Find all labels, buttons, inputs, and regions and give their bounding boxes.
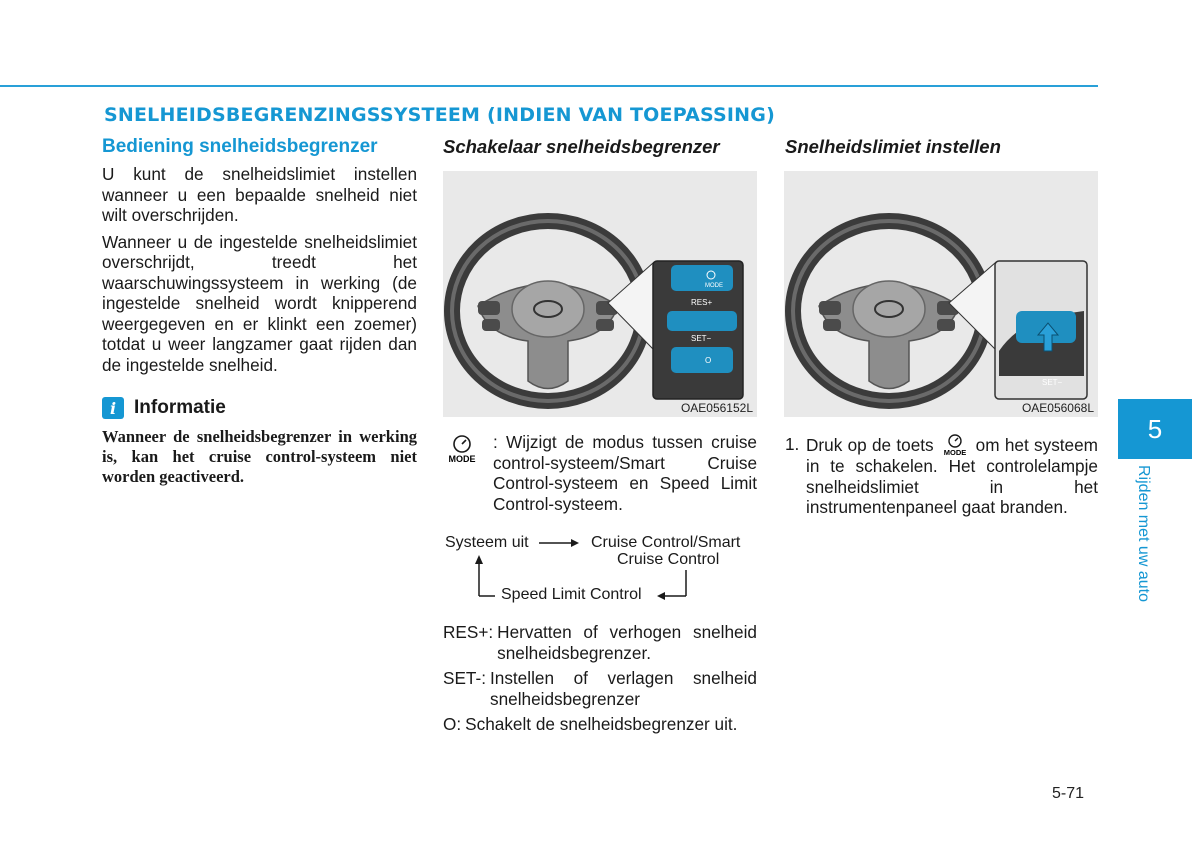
step-1 — [785, 434, 1098, 518]
mode-icon-label: MODE — [943, 448, 966, 456]
res-button-label: RES+ — [691, 298, 713, 307]
flow-arrows — [443, 530, 763, 610]
step-number: 1. — [785, 434, 800, 454]
switch-heading: Schakelaar snelheidsbegrenzer — [443, 136, 720, 157]
flow-system-off: Systeem uit — [445, 534, 529, 551]
operation-heading: Bediening snelheidsbegrenzer — [102, 136, 378, 157]
mode-description — [443, 432, 757, 514]
mode-icon — [443, 434, 481, 464]
chapter-label: Rijden met uw auto — [1135, 465, 1152, 602]
def-value: Hervatten of verhogen snelheid snelheidsbegrenzer. — [497, 622, 757, 663]
def-value: Schakelt de snelheidsbegrenzer uit. — [465, 714, 738, 734]
info-header — [102, 397, 417, 419]
def-key: RES+: — [443, 622, 494, 642]
steering-wheel-illustration — [784, 171, 1098, 417]
flow-cruise-line1: Cruise Control/Smart — [591, 534, 741, 551]
column-1 — [102, 136, 417, 487]
step-text-after: om het systeem in te schakelen. Het controlelampje snelheidslimiet in het instrumentenpaneel gaat branden. — [806, 435, 1098, 517]
mode-text: : Wijzigt de modus tussen cruise control-systeem/Smart Cruise Control-systeem en Speed Limit Control-systeem. — [493, 432, 757, 514]
definition-set — [443, 668, 757, 709]
mode-icon-label: MODE — [448, 454, 476, 464]
set-button-label: SET− — [691, 334, 712, 343]
set-limit-heading: Snelheidslimiet instellen — [785, 136, 1001, 157]
steering-wheel-figure-set — [784, 171, 1098, 417]
column-2 — [443, 136, 757, 158]
intro-paragraph: U kunt de snelheidslimiet instellen wanneer u een bepaalde snelheid niet wilt overschrijden. — [102, 164, 417, 225]
definition-o — [443, 714, 757, 735]
figure-code: OAE056068L — [1021, 401, 1094, 415]
flow-cruise-line2: Cruise Control — [617, 551, 720, 568]
definition-res — [443, 622, 757, 663]
warning-paragraph: Wanneer u de ingestelde snelheidslimiet overschrijdt, treedt het waarschuwingssysteem in werking (de ingestelde snelheid wordt knipperend weergegeven en er klinkt een zoemer) totdat u weer langzamer gaat rijden dan de ingestelde snelheid. — [102, 231, 417, 375]
top-rule — [0, 85, 1098, 87]
flow-speed-limit: Speed Limit Control — [501, 586, 642, 603]
page-number: 5-71 — [1052, 785, 1085, 802]
def-key: O: — [443, 714, 462, 734]
step-text — [806, 434, 1098, 518]
section-title: SNELHEIDSBEGRENZINGSSYSTEEM (INDIEN VAN TOEPASSING) — [104, 104, 775, 126]
step-text-before: Druk op de toets — [806, 435, 934, 455]
info-body: Wanneer de snelheidsbegrenzer in werking is, kan het cruise control-systeem niet worden geactiveerd. — [102, 427, 417, 486]
set-button-label: SET− — [1042, 378, 1063, 387]
def-value: Instellen of verlagen snelheid snelheidsbegrenzer — [489, 668, 757, 709]
chapter-tab: 5 — [1118, 399, 1192, 459]
steering-wheel-figure-switch — [443, 171, 757, 417]
o-button-label: O — [705, 356, 712, 365]
mode-flow-diagram — [443, 530, 763, 610]
steering-wheel-illustration — [443, 171, 757, 417]
mode-icon — [940, 434, 970, 456]
def-key: SET-: — [443, 668, 486, 688]
info-icon: i — [102, 397, 124, 419]
button-definitions — [443, 622, 757, 740]
column-3 — [785, 136, 1098, 158]
info-title: Informatie — [134, 397, 226, 418]
figure-code: OAE056152L — [680, 401, 753, 415]
switch-mode-label: MODE — [705, 283, 723, 289]
